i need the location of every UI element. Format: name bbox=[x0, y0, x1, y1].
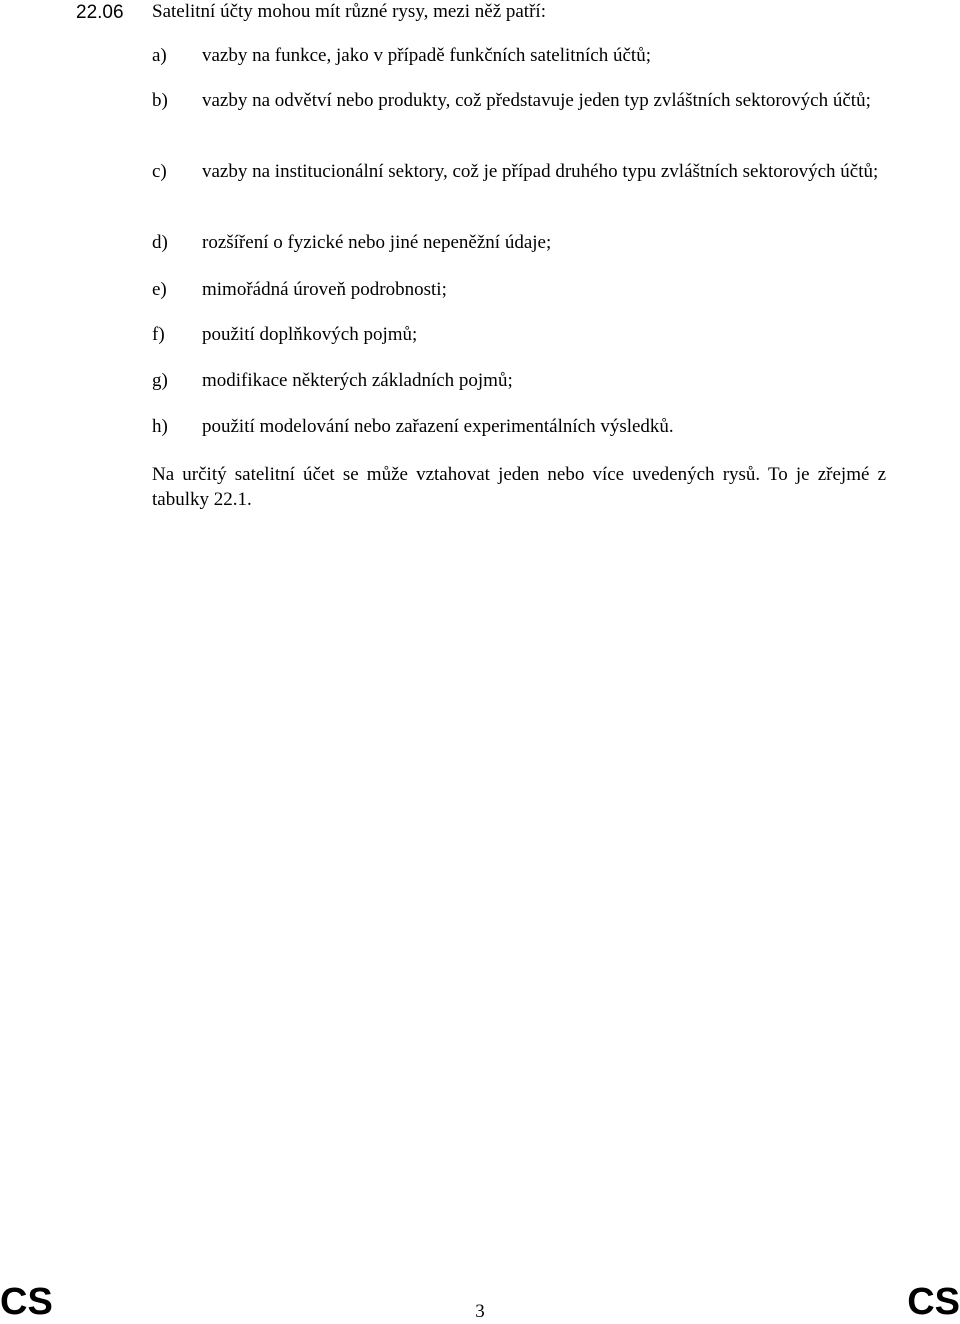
page-number: 3 bbox=[475, 1301, 485, 1322]
list-text: rozšíření o fyzické nebo jiné nepeněžní údaje; bbox=[202, 232, 552, 253]
list-label: e) bbox=[152, 279, 167, 300]
list-item-c bbox=[152, 160, 886, 184]
list-text: použití doplňkových pojmů; bbox=[202, 324, 418, 345]
list-label: h) bbox=[152, 416, 168, 437]
list-item-h bbox=[152, 415, 886, 439]
list-text: vazby na funkce, jako v případě funkčních satelitních účtů; bbox=[202, 45, 651, 66]
closing-paragraph: Na určitý satelitní účet se může vztahovat jeden nebo více uvedených rysů. To je zřejmé z tabulky 22.1. bbox=[152, 464, 886, 510]
list-item-a bbox=[152, 44, 886, 68]
list-text: vazby na institucionální sektory, což je případ druhého typu zvláštních sektorových účtů; bbox=[202, 161, 879, 182]
footer-language-right: CS bbox=[907, 1281, 960, 1323]
list-label: b) bbox=[152, 90, 168, 111]
list-item-b bbox=[152, 89, 886, 113]
list-item-d bbox=[152, 231, 886, 255]
list-label: c) bbox=[152, 161, 167, 182]
footer-language-left: CS bbox=[0, 1281, 53, 1323]
list-text: vazby na odvětví nebo produkty, což představuje jeden typ zvláštních sektorových účtů; bbox=[202, 90, 871, 111]
list-label: a) bbox=[152, 45, 167, 66]
list-text: použití modelování nebo zařazení experimentálních výsledků. bbox=[202, 416, 674, 437]
paragraph-heading: Satelitní účty mohou mít různé rysy, mezi něž patří: bbox=[152, 1, 546, 22]
list-label: f) bbox=[152, 324, 165, 345]
list-text: modifikace některých základních pojmů; bbox=[202, 370, 513, 391]
list-item-g bbox=[152, 369, 886, 393]
list-label: g) bbox=[152, 370, 168, 391]
list-item-e bbox=[152, 278, 886, 302]
list-label: d) bbox=[152, 232, 168, 253]
list-text: mimořádná úroveň podrobnosti; bbox=[202, 279, 447, 300]
paragraph-number: 22.06 bbox=[76, 2, 124, 23]
list-item-f bbox=[152, 323, 886, 347]
